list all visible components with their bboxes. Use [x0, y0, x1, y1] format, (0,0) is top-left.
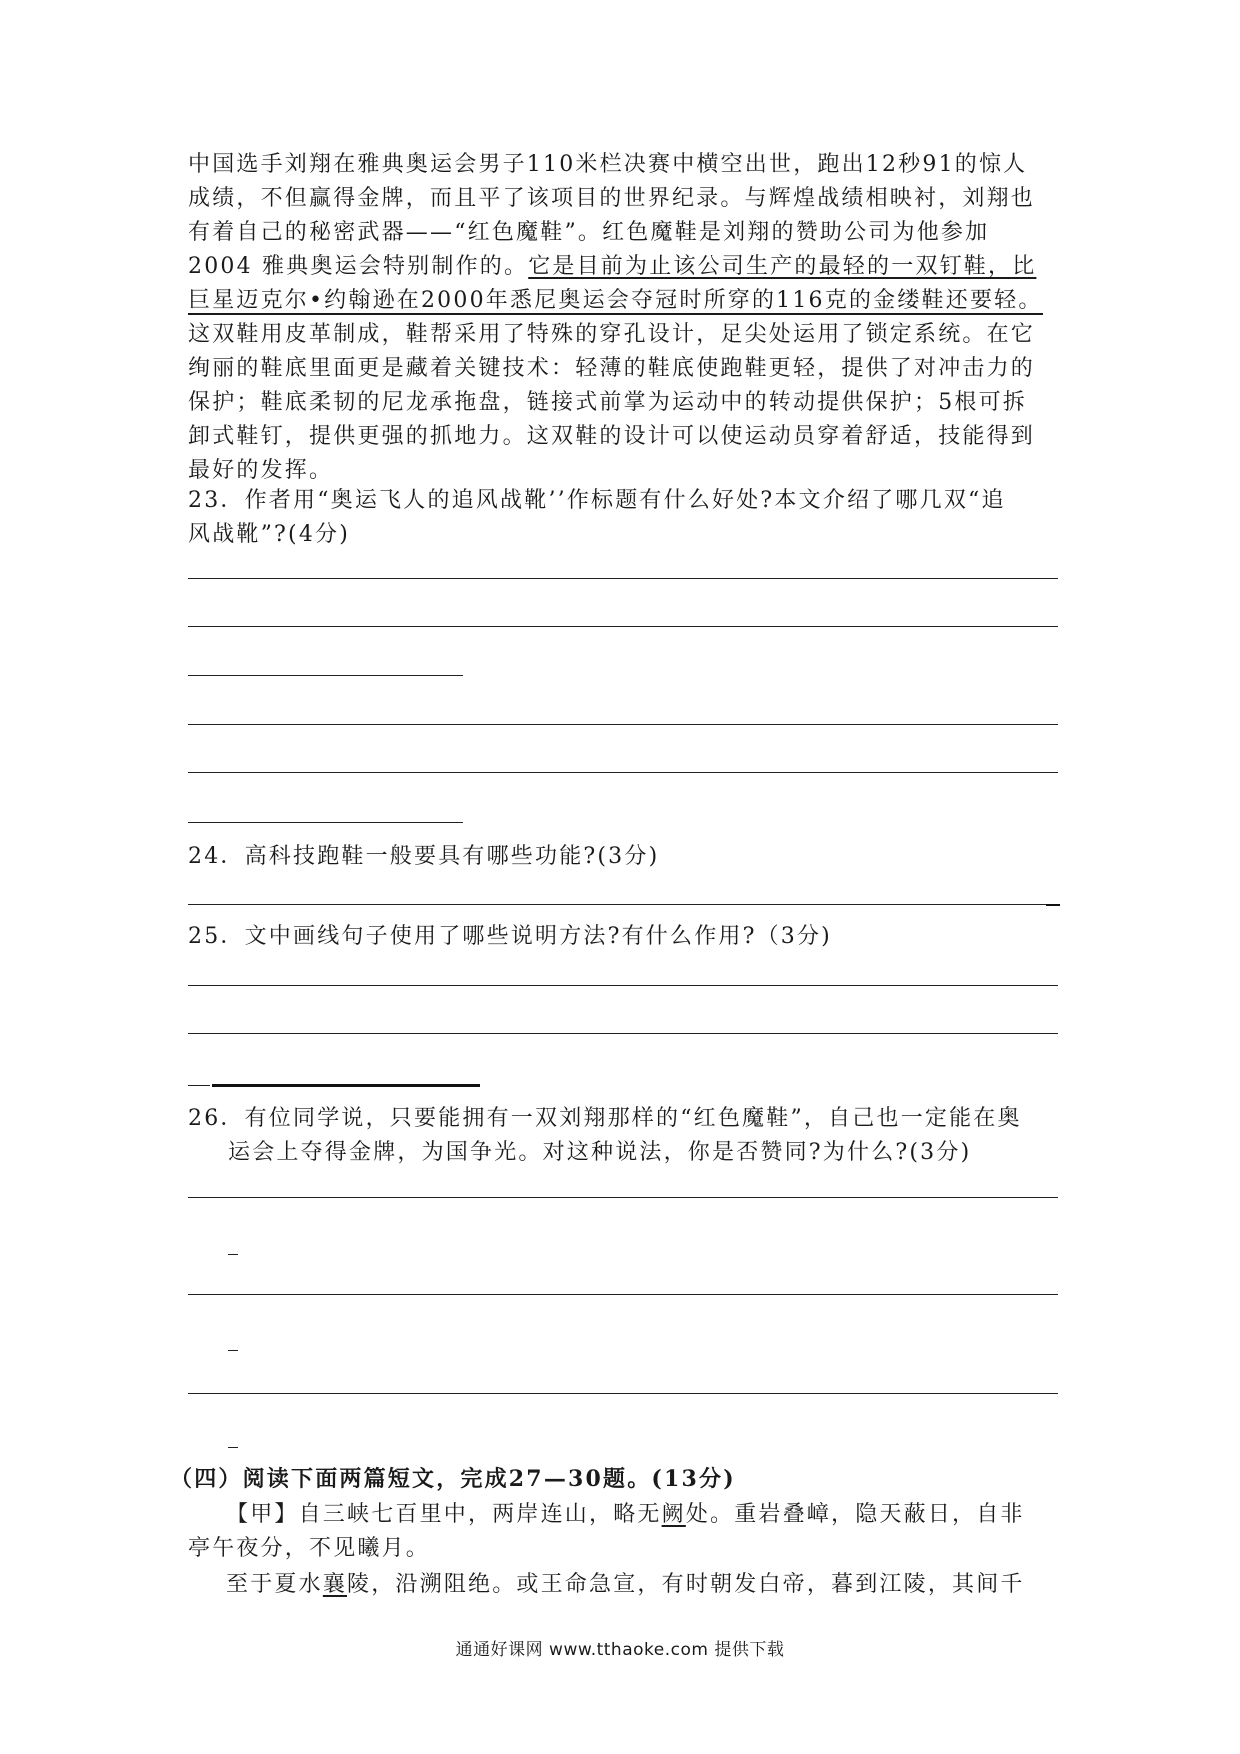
answer-line-dash	[228, 1254, 238, 1255]
answer-line-dash	[228, 1350, 238, 1351]
question-25: 25．文中画线句子使用了哪些说明方法?有什么作用?（3分)	[188, 924, 832, 949]
answer-line[interactable]	[188, 904, 1048, 905]
passage-line: 中国选手刘翔在雅典奥运会男子110米栏决赛中横空出世，跑出12秒91的惊人	[188, 152, 1028, 177]
passage-line: 绚丽的鞋底里面更是藏着关键技术：轻薄的鞋底使跑鞋更轻，提供了对冲击力的	[188, 356, 1036, 381]
question-26: 26．有位同学说，只要能拥有一双刘翔那样的“红色魔鞋”，自己也一定能在奥	[188, 1106, 1022, 1131]
passage-line: 成绩，不但赢得金牌，而且平了该项目的世界纪录。与辉煌战绩相映衬，刘翔也	[188, 186, 1036, 211]
passage-text: 陵，沿溯阻绝。或王命急宣，有时朝发白帝，暮到江陵，其间千	[347, 1572, 1025, 1597]
question-26-cont: 运会上夺得金牌，为国争光。对这种说法，你是否赞同?为什么?(3分)	[228, 1140, 972, 1165]
answer-line[interactable]	[188, 1085, 210, 1086]
passage-line: 亭午夜分，不见曦月。	[188, 1536, 431, 1561]
passage-line	[226, 1568, 1096, 1602]
passage-line	[188, 250, 1058, 284]
passage-text: 2004 雅典奥运会特别制作的。	[188, 254, 529, 279]
passage-text: 【甲】自三峡七百里中，两岸连山，略无	[226, 1502, 662, 1527]
answer-line[interactable]	[188, 1294, 1058, 1295]
underlined-sentence: 巨星迈克尔•约翰逊在2000年悉尼奥运会夺冠时所穿的116克的金缕鞋还要轻。	[188, 288, 1043, 313]
answer-line[interactable]	[188, 724, 1058, 725]
passage-text: 至于夏水	[226, 1572, 323, 1597]
answer-line[interactable]	[188, 772, 1058, 773]
passage-text: 处。重岩叠嶂，隐天蔽日，自非	[685, 1502, 1025, 1527]
passage-line: 最好的发挥。	[188, 458, 334, 483]
answer-line-dash	[228, 1447, 238, 1448]
passage-line: 有着自己的秘密武器——“红色魔鞋”。红色魔鞋是刘翔的赞助公司为他参加	[188, 220, 990, 245]
section-heading: （四）阅读下面两篇短文，完成27—30题。(13分)	[170, 1466, 736, 1492]
question-23-cont: 风战靴”?(4分)	[188, 522, 351, 547]
question-24: 24．高科技跑鞋一般要具有哪些功能?(3分)	[188, 844, 660, 869]
answer-line[interactable]	[188, 578, 1058, 579]
question-23: 23．作者用“奥运飞人的追风战靴’’作标题有什么好处?本文介绍了哪几双“追	[188, 488, 1006, 513]
answer-line[interactable]	[188, 675, 463, 676]
answer-line[interactable]	[188, 822, 463, 823]
annotated-word: 襄	[322, 1572, 348, 1597]
passage-line: 这双鞋用皮革制成，鞋帮采用了特殊的穿孔设计，足尖处运用了锁定系统。在它	[188, 322, 1036, 347]
answer-line[interactable]	[188, 1197, 1058, 1198]
answer-line[interactable]	[188, 1033, 1058, 1034]
underlined-sentence: 它是目前为止该公司生产的最轻的一双钉鞋，比	[528, 254, 1037, 279]
passage-line: 卸式鞋钉，提供更强的抓地力。这双鞋的设计可以使运动员穿着舒适，技能得到	[188, 424, 1036, 449]
passage-line	[226, 1498, 1096, 1532]
answer-line[interactable]	[188, 626, 1058, 627]
page-footer: 通通好课网 www.tthaoke.com 提供下载	[455, 1640, 785, 1660]
passage-line: 保护；鞋底柔韧的尼龙承拖盘，链接式前掌为运动中的转动提供保护；5根可拆	[188, 390, 1027, 415]
passage-line	[188, 284, 1058, 318]
answer-line[interactable]	[188, 1393, 1058, 1394]
answer-line-end	[1046, 904, 1060, 906]
annotated-word: 阙	[661, 1502, 686, 1527]
answer-line[interactable]	[212, 1084, 480, 1087]
answer-line[interactable]	[188, 985, 1058, 986]
